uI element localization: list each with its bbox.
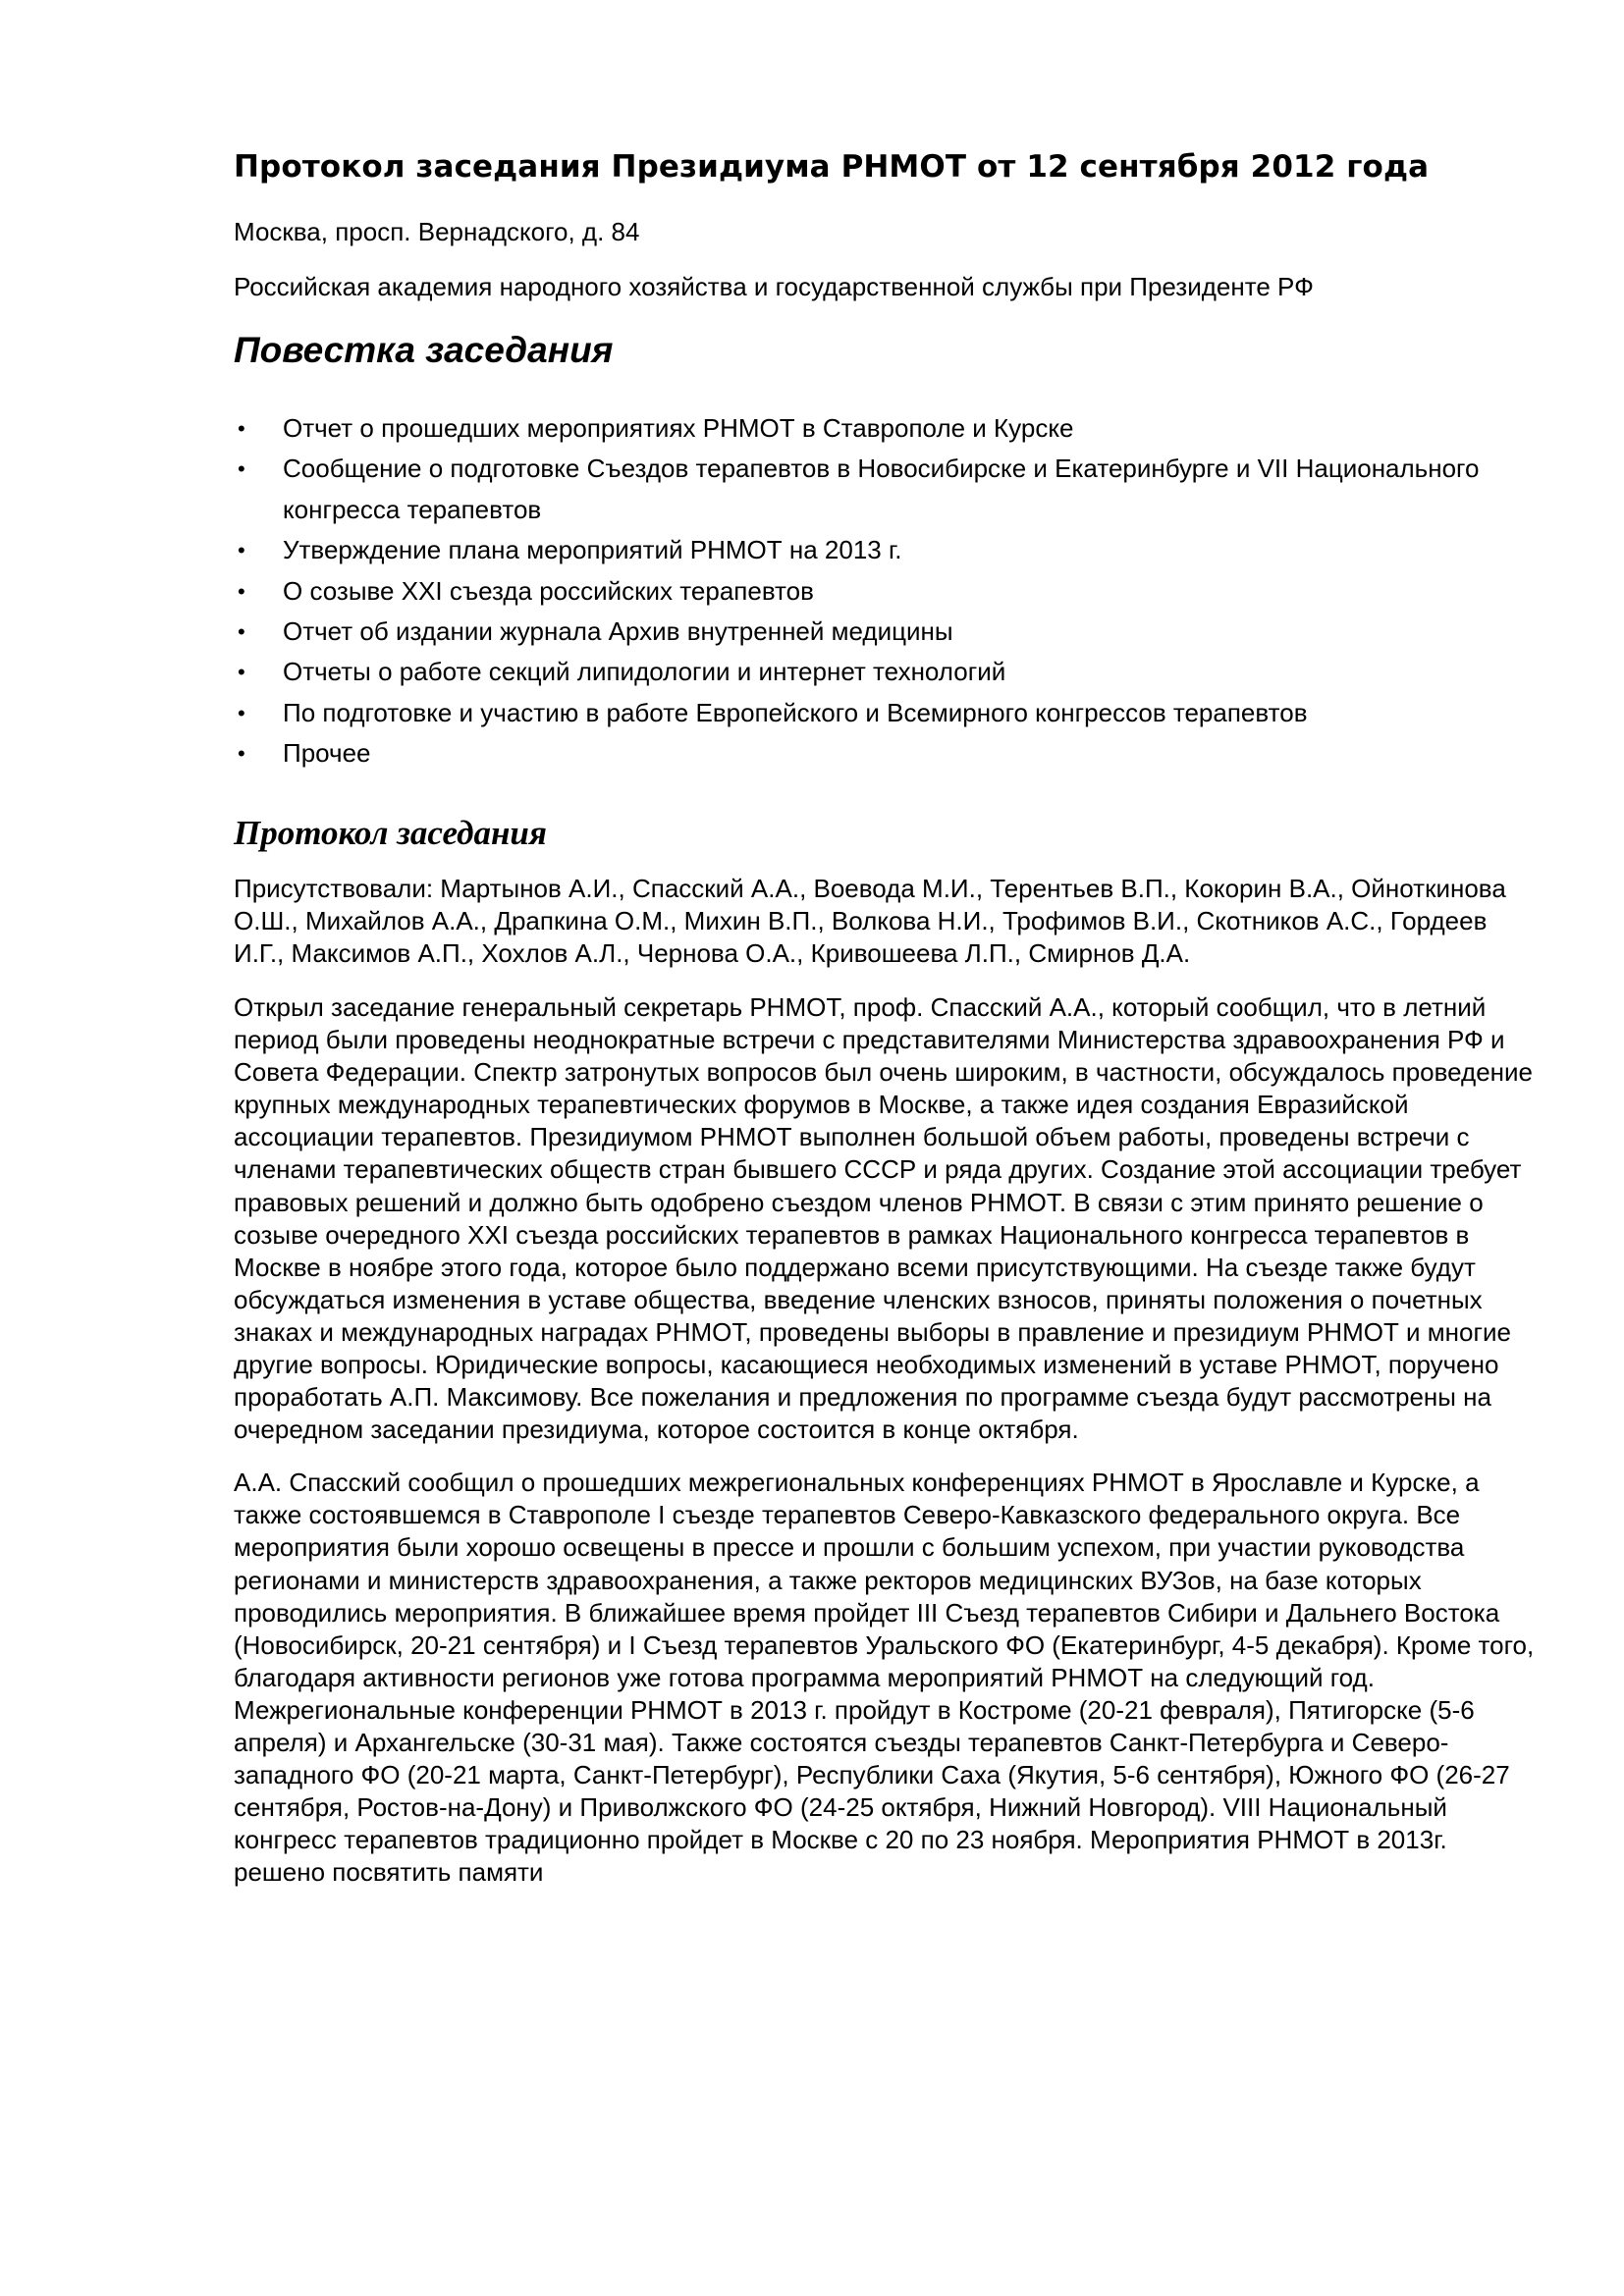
agenda-heading: Повестка заседания bbox=[234, 330, 614, 370]
agenda-item-text: Отчет о прошедших мероприятиях РНМОТ в Ставрополе и Курске bbox=[283, 413, 1074, 443]
agenda-item-text: Отчет об издании журнала Архив внутренней медицины bbox=[283, 616, 953, 647]
bullet-icon: • bbox=[238, 741, 245, 767]
agenda-item bbox=[234, 612, 1540, 652]
meeting-address: Москва, просп. Вернадского, д. 84 bbox=[234, 217, 640, 246]
bullet-icon: • bbox=[238, 456, 245, 482]
conferences-paragraph: А.А. Спасский сообщил о прошедших межрегиональных конференциях РНМОТ в Ярославле и Курске, а также состоявшемся в Ставрополе I съезде терапевтов Северо-Кавказского федерального округа. Все мероприятия были хорошо освещены в прессе и прошли с большим успехом, при участии руководства регионами и министерств здравоохранения, а также ректоров медицинских ВУЗов, на базе которых проводились мероприятия. В ближайшее время пройдет III Съезд терапевтов Сибири и Дальнего Востока (Новосибирск, 20-21 сентября) и I Съезд терапевтов Уральского ФО (Екатеринбург, 4-5 декабря). Кроме того, благодаря активности регионов уже готова программа мероприятий РНМОТ на следующий год. Межрегиональные конференции РНМОТ в 2013 г. пройдут в Костроме (20-21 февраля), Пятигорске (5-6 апреля) и Архангельске (30-31 мая). Также состоятся съезды терапевтов Санкт-Петербурга и Северо-западного ФО (20-21 марта, Санкт-Петербург), Республики Саха (Якутия, 5-6 сентября), Южного ФО (26-27 сентября, Ростов-на-Дону) и Приволжского ФО (24-25 октября, Нижний Новгород). VIII Национальный конгресс терапевтов традиционно пройдет в Москве с 20 по 23 ноября. Мероприятия РНМОТ в 2013г. решено посвятить памяти bbox=[234, 1468, 1535, 1888]
bullet-icon: • bbox=[238, 700, 245, 725]
agenda-item-text: Прочее bbox=[283, 738, 371, 769]
document-title: Протокол заседания Президиума РНМОТ от 12 сентября 2012 года bbox=[234, 149, 1430, 185]
agenda-item-text: Утверждение плана мероприятий РНМОТ на 2013 г. bbox=[283, 535, 902, 565]
opening-paragraph: Открыл заседание генеральный секретарь РНМОТ, проф. Спасский А.А., который сообщил, что в летний период были проведены неоднократные встречи с представителями Министерства здравоохранения РФ и Совета Федерации. Спектр затронутых вопросов был очень широким, в частности, обсуждалось проведение крупных международных терапевтических форумов в Москве, а также идея создания Евразийской ассоциации терапевтов. Президиумом РНМОТ выполнен большой объем работы, проведены встречи с членами терапевтических обществ стран бывшего СССР и ряда других. Создание этой ассоциации требует правовых решений и должно быть одобрено съездом членов РНМОТ. В связи с этим принято решение о созыве очередного XXI съезда российских терапевтов в рамках Национального конгресса терапевтов в Москве в ноябре этого года, которое было поддержано всеми присутствующими. На съезде также будут обсуждаться изменения в уставе общества, введение членских взносов, приняты положения о почетных знаках и международных наградах РНМОТ, проведены выборы в правление и президиум РНМОТ и многие другие вопросы. Юридические вопросы, касающиеся необходимых изменений в уставе РНМОТ, поручено проработать А.П. Максимову. Все пожелания и предложения по программе съезда будут рассмотрены на очередном заседании президиума, которое состоится в конце октября. bbox=[234, 991, 1534, 1445]
agenda-item bbox=[234, 652, 1540, 692]
agenda-item bbox=[234, 733, 1540, 774]
agenda-item bbox=[234, 408, 1540, 449]
bullet-icon: • bbox=[238, 619, 245, 645]
agenda-item-text: Отчеты о работе секций липидологии и интернет технологий bbox=[283, 657, 1006, 687]
agenda-item bbox=[234, 530, 1540, 570]
agenda-list bbox=[234, 408, 1540, 774]
document-page bbox=[234, 147, 1540, 1906]
agenda-item bbox=[234, 449, 1540, 530]
bullet-icon: • bbox=[238, 416, 245, 441]
agenda-item-text: По подготовке и участию в работе Европейского и Всемирного конгрессов терапевтов bbox=[283, 697, 1308, 727]
agenda-item-text: О созыве XXI съезда российских терапевтов bbox=[283, 575, 814, 606]
bullet-icon: • bbox=[238, 660, 245, 685]
attendees-paragraph: Присутствовали: Мартынов А.И., Спасский А.А., Воевода М.И., Терентьев В.П., Кокорин В.А., Ойноткинова О.Ш., Михайлов А.А., Драпкина О.М., Михин В.П., Волкова Н.И., Трофимов В.И., Скотников А.С., Гордеев И.Г., Максимов А.П., Хохлов А.Л., Чернова О.А., Кривошеева Л.П., Смирнов Д.А. bbox=[234, 873, 1506, 968]
agenda-item bbox=[234, 693, 1540, 733]
bullet-icon: • bbox=[238, 578, 245, 604]
bullet-icon: • bbox=[238, 538, 245, 563]
meeting-venue: Российская академия народного хозяйства и государственной службы при Президенте РФ bbox=[234, 272, 1314, 301]
agenda-item bbox=[234, 571, 1540, 612]
protocol-heading: Протокол заседания bbox=[234, 813, 547, 852]
agenda-item-text: Сообщение о подготовке Съездов терапевтов в Новосибирске и Екатеринбурге и VII Национального конгресса терапевтов bbox=[283, 454, 1480, 524]
